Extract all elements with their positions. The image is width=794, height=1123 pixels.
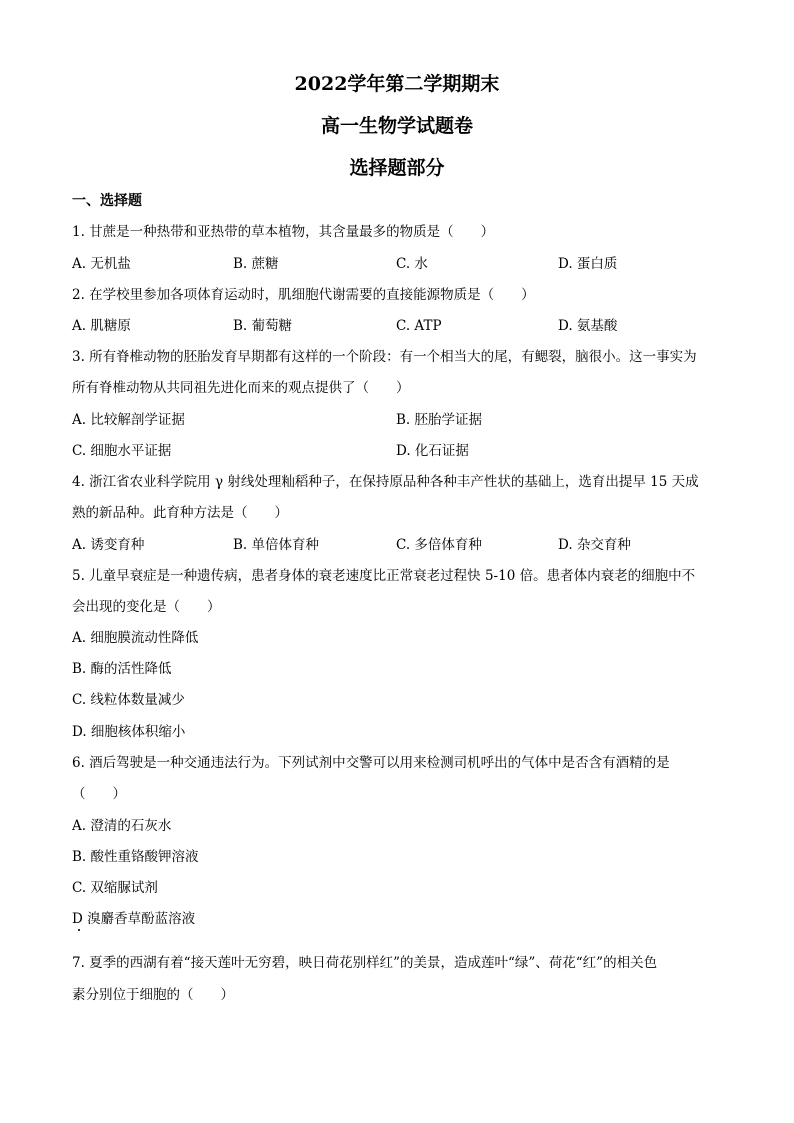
question-1-option-d: D. 蛋白质 [558,256,618,272]
question-6-option-a: A. 澄清的石灰水 [72,818,172,834]
question-3-option-d: D. 化石证据 [396,443,469,459]
question-4-option-b: B. 单倍体育种 [233,537,320,553]
question-4-stem-line1: 4. 浙江省农业科学院用 γ 射线处理籼稻种子，在保持原品种各种丰产性状的基础上，选育出提早 15 天成 [72,474,699,490]
question-3-option-a: A. 比较解剖学证据 [72,412,185,428]
question-1-stem: 1. 甘蔗是一种热带和亚热带的草本植物，其含量最多的物质是（ ） [72,224,495,240]
question-3-stem-line2: 所有脊椎动物从共同祖先进化而来的观点提供了（ ） [72,380,410,396]
question-5-option-d: D. 细胞核体积缩小 [72,724,186,740]
exam-title: 2022学年第二学期期末 [294,73,500,95]
question-1-option-b: B. 蔗糖 [233,256,279,272]
question-1-option-c: C. 水 [396,256,428,272]
question-2-option-d: D. 氨基酸 [558,318,618,334]
question-2-option-c: C. ATP [396,318,442,334]
question-3-option-c: C. 细胞水平证据 [72,443,172,459]
question-6-stem-line1: 6. 酒后驾驶是一种交通违法行为。下列试剂中交警可以用来检测司机呼出的气体中是否含有酒精的是 [72,755,670,771]
question-4-option-c: C. 多倍体育种 [396,537,482,553]
question-5-stem-line1: 5. 儿童早衰症是一种遗传病，患者身体的衰老速度比正常衰老过程快 5-10 倍。患者体内衰老的细胞中不 [72,568,696,584]
stray-mark [78,929,80,931]
question-7-stem-line1: 7. 夏季的西湖有着“接天莲叶无穷碧，映日荷花别样红”的美景，造成莲叶“绿”、荷花“红”的相关色 [72,955,658,971]
question-6-stem-line2: （ ） [72,786,126,802]
question-4-option-d: D. 杂交育种 [558,537,631,553]
question-5-option-c: C. 线粒体数量减少 [72,692,185,708]
question-7-stem-line2: 素分别位于细胞的（ ） [72,987,234,1003]
section-heading: 一、选择题 [72,193,142,209]
question-5-stem-line2: 会出现的变化是（ ） [72,599,221,615]
question-2-option-a: A. 肌糖原 [72,318,131,334]
question-6-option-b: B. 酸性重铬酸钾溶液 [72,849,199,865]
question-3-option-b: B. 胚胎学证据 [396,412,483,428]
question-6-option-d: D 溴麝香草酚蓝溶液 [72,911,196,927]
question-2-option-b: B. 葡萄糖 [233,318,293,334]
question-5-option-a: A. 细胞膜流动性降低 [72,630,199,646]
part-title: 选择题部分 [349,157,445,179]
question-2-stem: 2. 在学校里参加各项体育运动时，肌细胞代谢需要的直接能源物质是（ ） [72,287,535,303]
exam-subtitle: 高一生物学试题卷 [320,115,473,137]
question-1-option-a: A. 无机盐 [72,256,131,272]
question-3-stem-line1: 3. 所有脊椎动物的胚胎发育早期都有这样的一个阶段：有一个相当大的尾，有鳃裂，脑很小。这一事实为 [72,349,697,365]
question-4-option-a: A. 诱变育种 [72,537,145,553]
question-6-option-c: C. 双缩脲试剂 [72,880,158,896]
question-4-stem-line2: 熟的新品种。此育种方法是（ ） [72,505,288,521]
question-5-option-b: B. 酶的活性降低 [72,661,172,677]
